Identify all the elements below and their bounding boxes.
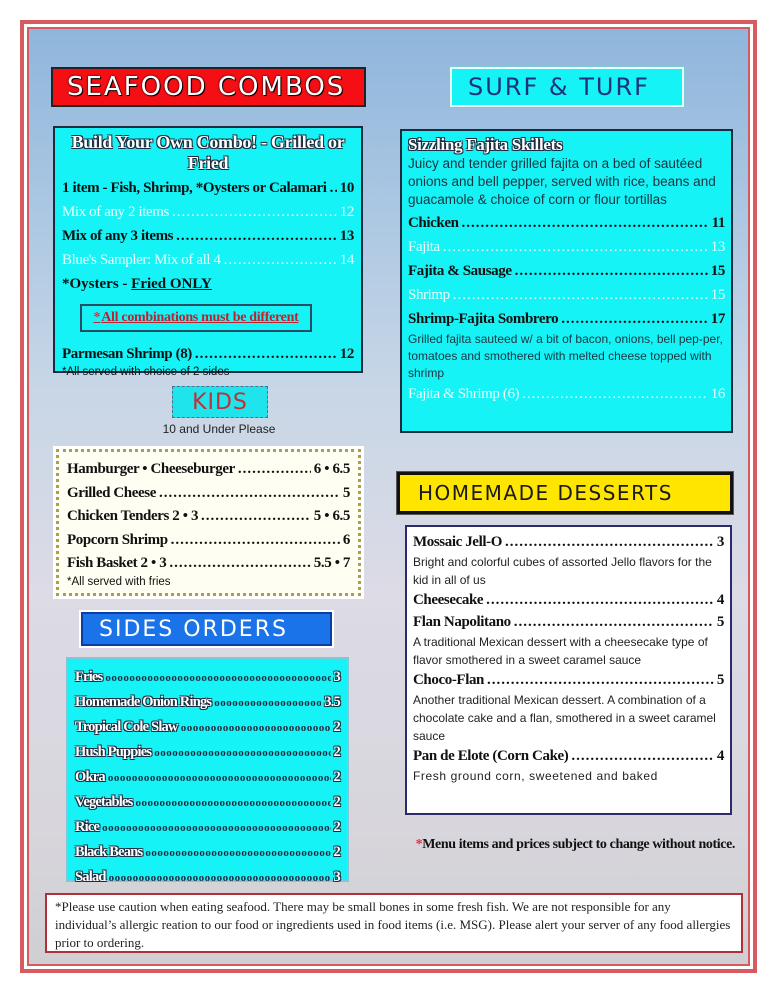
sides-section <box>66 657 349 885</box>
price: 11 <box>711 215 725 231</box>
menu-item: Shrimp-Fajita Sombrero ..... 17 <box>408 307 725 331</box>
menu-item: Tropical Cole Slaw oooooooooooooooooooooooooooooooooooooooooooooooooooooooo 2 <box>75 715 340 740</box>
menu-item: Okra oooooooooooooooooooooooooooooooooooooooooooooooooooooooo 2 <box>75 765 340 790</box>
menu-item: 1 item - Fish, Shrimp, *Oysters or Calamari ..... 10 <box>62 176 354 200</box>
price: 2 <box>333 794 340 810</box>
price: 13 <box>710 239 725 255</box>
price: 4 <box>716 592 724 608</box>
combo-title: Build Your Own Combo! - Grilled or Fried <box>71 132 345 173</box>
price: 2 <box>333 844 340 860</box>
price: 5 • 6.5 <box>313 508 350 524</box>
price: 5 <box>716 672 724 688</box>
price: 16 <box>710 386 725 402</box>
menu-item: Mossaic Jell-O ..... 3 <box>413 531 724 553</box>
combination-warning: * All combinations must be different <box>80 304 312 332</box>
seafood-combos-banner <box>51 67 366 107</box>
menu-item: Black Beans oooooooooooooooooooooooooooooooooooooooooooooooooooooooo 2 <box>75 840 340 865</box>
desserts-banner <box>397 472 733 514</box>
menu-item: Homemade Onion Rings oooooooooooooooooooooooooooooooooooooooooooooooooooooooo 3.5 <box>75 690 340 715</box>
price: 3 <box>716 534 724 550</box>
price: 3 <box>333 669 340 685</box>
price: 2 <box>333 744 340 760</box>
price: 5 <box>716 614 724 630</box>
menu-item: Mix of any 2 items ..... 12 <box>62 200 354 224</box>
item-description: Another traditional Mexican dessert. A combination of a chocolate cake and a flan, smothered in a sweet caramel sauce <box>413 693 716 743</box>
price: 5 <box>342 484 350 501</box>
menu-item: Chicken ..... 11 <box>408 211 725 235</box>
kids-banner <box>172 386 268 418</box>
price: 13 <box>339 228 354 244</box>
item-description: Fresh ground corn, sweetened and baked <box>413 769 658 783</box>
price: 10 <box>339 180 354 196</box>
menu-item: Fish Basket 2 • 3 ..... 5.5 • 7 <box>67 552 350 576</box>
item-description: Bright and colorful cubes of assorted Jello flavors for the kid in all of us <box>413 555 712 587</box>
menu-item: Flan Napolitano ..... 5 <box>413 611 724 633</box>
price-change-note: *Menu items and prices subject to change without notice. <box>415 837 735 852</box>
oyster-note: *Oysters - Fried ONLY <box>62 276 212 292</box>
allergy-disclaimer: *Please use caution when eating seafood. There may be small bones in some fresh fish. We are not responsible for any individual’s allergic reation to our food or ingredients used in food items (i.e. MSG). Please alert your server of any food allergies prior to ordering. <box>45 893 743 953</box>
menu-item: Mix of any 3 items ..... 13 <box>62 224 354 248</box>
menu-item: Chicken Tenders 2 • 3 ..... 5 • 6.5 <box>67 505 350 529</box>
price: 4 <box>716 748 724 764</box>
price: 15 <box>710 287 725 303</box>
combo-footnote: *All served with choice of 2 sides <box>62 366 230 378</box>
price: 3.5 <box>324 694 340 710</box>
price: 6 <box>342 531 350 548</box>
kids-section <box>56 449 361 596</box>
seafood-combos-section <box>53 126 363 378</box>
menu-item: Parmesan Shrimp (8) ..... 12 <box>62 342 354 366</box>
fajita-title: Sizzling Fajita Skillets <box>408 135 563 154</box>
menu-item: Popcorn Shrimp ..... 6 <box>67 529 350 553</box>
item-description: A traditional Mexican dessert with a cheesecake type of flavor smothered in a sweet caramel sauce <box>413 635 708 667</box>
menu-item: Blue's Sampler: Mix of all 4 ..... 14 <box>62 248 354 272</box>
menu-item: Grilled Cheese ..... 5 <box>67 482 350 506</box>
menu-item: Hush Puppies oooooooooooooooooooooooooooooooooooooooooooooooooooooooo 2 <box>75 740 340 765</box>
desserts-section <box>405 525 732 815</box>
surf-turf-heading: SURF & TURF <box>468 73 650 101</box>
price: 12 <box>339 346 354 362</box>
price: 3 <box>333 869 340 885</box>
desserts-heading: HOMEMADE DESSERTS <box>418 481 673 505</box>
price: 15 <box>710 263 725 279</box>
surf-turf-banner <box>450 67 684 107</box>
price: 12 <box>339 204 354 220</box>
menu-item: Vegetables oooooooooooooooooooooooooooooooooooooooooooooooooooooooo 2 <box>75 790 340 815</box>
menu-page <box>27 27 750 966</box>
price: 14 <box>339 252 354 268</box>
kids-footnote: *All served with fries <box>67 575 171 588</box>
kids-heading: KIDS <box>192 389 248 415</box>
menu-item: Fajita & Shrimp (6) ..... 16 <box>408 382 725 406</box>
menu-item: Fajita ..... 13 <box>408 235 725 259</box>
menu-item: Fajita & Sausage ..... 15 <box>408 259 725 283</box>
menu-item: Salad oooooooooooooooooooooooooooooooooooooooooooooooooooooooo 3 <box>75 865 340 890</box>
menu-item: Fries oooooooooooooooooooooooooooooooooooooooooooooooooooooooo 3 <box>75 665 340 690</box>
price: 6 • 6.5 <box>313 461 350 477</box>
price: 2 <box>333 719 340 735</box>
price: 17 <box>710 311 725 327</box>
menu-item: Hamburger • Cheeseburger ..... 6 • 6.5 <box>67 458 350 482</box>
menu-item: Shrimp ..... 15 <box>408 283 725 307</box>
menu-frame <box>20 20 757 973</box>
sombrero-description: Grilled fajita sauteed w/ a bit of bacon, onions, bell pep-per, tomatoes and smothered with melted cheese topped with shrimp <box>408 332 723 380</box>
price: 2 <box>333 819 340 835</box>
sides-heading: SIDES ORDERS <box>99 616 288 642</box>
kids-subtitle: 10 and Under Please <box>162 422 276 436</box>
price: 2 <box>333 769 340 785</box>
menu-item: Choco-Flan ..... 5 <box>413 669 724 691</box>
fajita-description: Juicy and tender grilled fajita on a bed of sautéed onions and bell pepper, served with rice, beans and guacamole & choice of corn or flour tortillas <box>408 156 716 207</box>
seafood-combos-heading: SEAFOOD COMBOS <box>67 72 346 102</box>
menu-item: Rice oooooooooooooooooooooooooooooooooooooooooooooooooooooooo 2 <box>75 815 340 840</box>
sides-banner <box>81 612 332 646</box>
price: 5.5 • 7 <box>313 555 350 571</box>
menu-item: Cheesecake ..... 4 <box>413 589 724 611</box>
surf-turf-section <box>400 129 733 433</box>
menu-item: Pan de Elote (Corn Cake) ..... 4 <box>413 745 724 767</box>
